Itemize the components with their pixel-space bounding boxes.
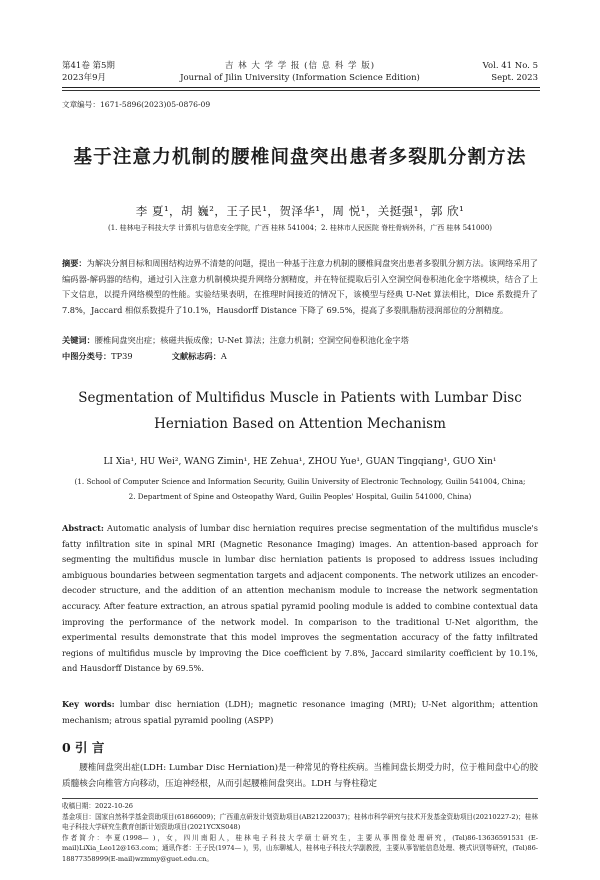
footnotes — [62, 801, 538, 864]
header-left — [62, 60, 115, 84]
header-right — [483, 60, 538, 84]
en-title — [0, 385, 600, 437]
journal-name-en: Journal of Jilin University (Information Science Edition) — [180, 73, 420, 83]
en-abstract-text: Automatic analysis of lumbar disc herniation requires precise segmentation of the multifidus muscle's fatty infiltration site in spinal MRI (Magnetic Resonance Imaging) images. An attention-based approach for segmenting the multifidus muscle in lumbar disc herniation patients is proposed to address issues including ambiguous boundaries between segmentation targets and adjacent components. The network utilizes an encoder-decoder structure, and the addition of an attention mechanism module to increase the network segmentation accuracy. After feature extraction, an atrous spatial pyramid pooling module is added to combine contextual data improving the performance of the network model. In comparison to the traditional U-Net algorithm, the experimental results demonstrate that this model improves the segmentation accuracy of the fatty infiltrated regions of multifidus muscle by improving the Dice coefficient by 7.8%, Jaccard similarity coefficient by 10.1%, and Hausdorff Distance by 69.5%. — [62, 523, 539, 674]
intro-paragraph: 腰椎间盘突出症(LDH: Lumbar Disc Herniation)是一种常见的脊柱疾病。当椎间盘长期受力时，位于椎间盘中心的胶质髓核会向椎管方向移动，压迫神经根，从而引起腰椎间盘突出。LDH 与脊柱稳定 — [62, 763, 538, 789]
en-abstract-label: Abstract: — [62, 523, 104, 533]
en-keywords-label: Key words: — [62, 699, 115, 709]
en-title-line-1: Segmentation of Multifidus Muscle in Patients with Lumbar Disc — [78, 390, 522, 406]
cn-title: 基于注意力机制的腰椎间盘突出患者多裂肌分割方法 — [73, 147, 527, 168]
doc-code-label: 文献标志码： — [171, 351, 221, 361]
en-affiliation-1: (1. School of Computer Science and Information Security, Guilin University of Electronic Technology, Guilin 541004, China; — [74, 477, 526, 486]
en-authors: LI Xia¹, HU Wei², WANG Zimin¹, HE Zehua¹, ZHOU Yue¹, GUAN Tingqiang¹, GUO Xin¹ — [103, 457, 497, 467]
en-abstract — [62, 521, 538, 677]
class-value: TP39 — [111, 351, 133, 361]
article-number: 文章编号：1671-5896(2023)05-0876-09 — [62, 100, 211, 109]
cn-keywords-label: 关键词： — [62, 335, 95, 345]
header-rule — [62, 87, 540, 88]
footnote-received: 收稿日期：2022-10-26 — [62, 802, 133, 810]
cn-abstract-label: 摘要： — [62, 258, 87, 268]
cn-abstract-text: 为解决分割目标和周围结构边界不清楚的问题，提出一种基于注意力机制的腰椎间盘突出患者多裂肌分割方法。该网络采用了编码器-解码器的结构，通过引入注意力机制模块提升网络分割精度，并在特征提取后引入空洞空间卷积池化金字塔模块，结合了上下文信息，以提升网络模型的性能。实验结果表明，在推理时间接近的情况下，该模型与经典 U-Net 算法相比，Dice 系数提升了 7.8%，Jaccard 相似系数提升了10.1%，Hausdorff Distance 下降了 69.5%，提高了多裂肌脂肪浸润部位的分割精度。 — [62, 258, 538, 315]
cn-affiliation: (1. 桂林电子科技大学 计算机与信息安全学院，广西 桂林 541004；2. 桂林市人民医院 脊柱骨病外科，广西 桂林 541000) — [107, 224, 493, 232]
cn-abstract — [62, 256, 538, 318]
section-heading: 0 引 言 — [62, 740, 105, 755]
publish-date: 2023年9月 — [62, 73, 107, 83]
header-rule-thin — [62, 90, 540, 91]
class-label: 中图分类号： — [62, 351, 112, 361]
header-center — [150, 60, 450, 84]
en-title-line-2: Herniation Based on Attention Mechanism — [154, 416, 446, 432]
journal-name-cn: 吉 林 大 学 学 报 (信 息 科 学 版) — [224, 61, 376, 71]
cn-classification — [62, 349, 538, 365]
footnote-funding: 基金项目：国家自然科学基金资助项目(61866009)；广西重点研发计划资助项目(AB21220037)；桂林市科学研究与技术开发基金资助项目(20210227-2)；桂林电子科技大学研究生教育创新计划资助项目(2021YCXS048) — [62, 812, 538, 831]
cn-keywords — [62, 333, 538, 349]
publish-date-en: Sept. 2023 — [491, 73, 538, 83]
volume-issue-en: Vol. 41 No. 5 — [482, 61, 538, 71]
en-affiliation-2: 2. Department of Spine and Osteopathy Ward, Guilin Peoples' Hospital, Guilin 541000, China) — [128, 492, 472, 501]
en-keywords — [62, 697, 538, 728]
doc-code-value: A — [220, 351, 227, 361]
footnote-author: 作者简介：李夏(1998— )，女，四川南阳人，桂林电子科技大学硕士研究生，主要从事图像处理研究，(Tel)86-13636591531 (E-mail)LiXia_Leo12@163.com；通讯作者：王子民(1974— )，男，山东聊城人，桂林电子科技大学副教授，主要从事智能信息处理、模式识别等研究，(Tel)86-18877358999(E-mail)wzmmy@guet.edu.cn。 — [62, 833, 538, 863]
cn-keywords-text: 腰椎间盘突出症；核磁共振成像；U-Net 算法；注意力机制；空洞空间卷积池化金字塔 — [94, 335, 409, 345]
footnote-rule — [62, 798, 538, 799]
volume-issue: 第41卷 第5期 — [62, 61, 115, 71]
en-keywords-text: lumbar disc herniation (LDH); magnetic resonance imaging (MRI); U-Net algorithm; attention mechanism; atrous spatial pyramid pooling (ASPP) — [62, 699, 538, 725]
cn-authors: 李 夏¹，胡 巍²，王子民¹，贺泽华¹，周 悦¹，关挺强¹，郭 欣¹ — [135, 204, 465, 218]
